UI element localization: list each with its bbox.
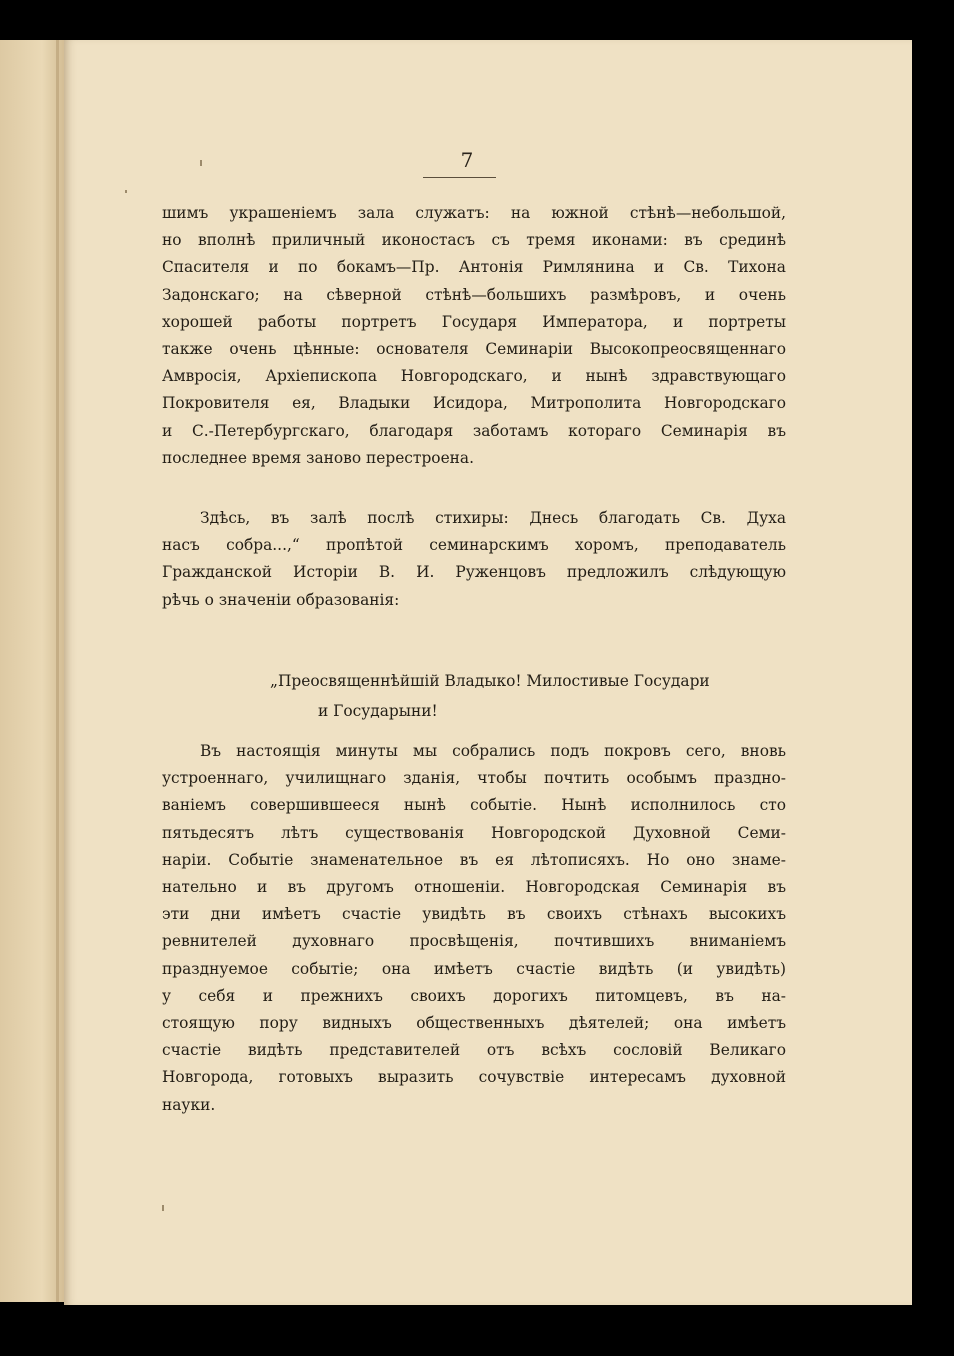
text-line: Новгорода, готовыхъ выразить сочувствіе интересамъ духовной	[162, 1068, 786, 1087]
text-line: ваніемъ совершившееся нынѣ событіе. Нынѣ исполнилось сто	[162, 796, 786, 815]
text-line: также очень цѣнные: основателя Семинаріи Высокопреосвященнаго	[162, 340, 786, 359]
text-line: последнее время заново перестроена.	[162, 448, 474, 467]
left-page-edge	[0, 40, 70, 1302]
text-line: Здѣсь, въ залѣ послѣ стихиры: Днесь благодать Св. Духа	[200, 509, 786, 527]
text-line: хорошей работы портретъ Государя Императора, и портреты	[162, 312, 786, 331]
text-line: наріи. Событіе знаменательное въ ея лѣтописяхъ. Но оно знаме-	[162, 850, 786, 869]
text-line: Задонскаго; на сѣверной стѣнѣ—большихъ размѣровъ, и очень	[162, 285, 786, 304]
text-line: у себя и прежнихъ своихъ дорогихъ питомцевъ, въ на-	[162, 986, 786, 1005]
text-line: и С.-Петербургскаго, благодаря заботамъ котораго Семинарія въ	[162, 421, 786, 440]
text-line: шимъ украшеніемъ зала служатъ: на южной стѣнѣ—небольшой,	[162, 204, 786, 222]
address-line: „Преосвященнѣйшій Владыко! Милостивые Государи	[270, 672, 710, 690]
text-line: но вполнѣ приличный иконостасъ съ тремя иконами: въ срединѣ	[162, 231, 786, 250]
address-line: и Государыни!	[318, 702, 438, 720]
text-line: рѣчь о значеніи образованія:	[162, 590, 400, 609]
page-number: 7	[460, 148, 474, 172]
paper-speck	[162, 1205, 164, 1211]
text-line: Спасителя и по бокамъ—Пр. Антонія Римлянина и Св. Тихона	[162, 258, 786, 277]
text-line: Покровителя ея, Владыки Исидора, Митрополита Новгородскаго	[162, 394, 786, 413]
paper-speck	[125, 190, 127, 193]
text-line: науки.	[162, 1095, 216, 1114]
binding-shadow	[56, 40, 59, 1302]
paper-speck	[200, 160, 202, 166]
scan-background-right	[912, 40, 954, 1305]
text-line: стоящую пору видныхъ общественныхъ дѣятелей; она имѣетъ	[162, 1014, 786, 1033]
text-line: Амвросія, Архіепископа Новгородскаго, и нынѣ здравствующаго	[162, 367, 786, 386]
text-line: ревнителей духовнаго просвѣщенія, почтившихъ вниманіемъ	[162, 932, 786, 951]
text-line: счастіе видѣть представителей отъ всѣхъ сословій Великаго	[162, 1041, 786, 1060]
paragraph-1	[162, 200, 786, 472]
text-line: Въ настоящія минуты мы собрались подъ покровъ сего, вновь	[200, 742, 786, 760]
text-line: насъ собра...,“ пропѣтой семинарскимъ хоромъ, преподаватель	[162, 536, 786, 555]
text-line: Гражданской Исторіи В. И. Руженцовъ предложилъ слѣдующую	[162, 563, 786, 582]
text-line: устроеннаго, училищнаго зданія, чтобы почтить особымъ праздно-	[162, 769, 786, 788]
page-number-rule	[423, 177, 496, 178]
paragraph-3	[162, 738, 786, 1119]
text-line: нательно и въ другомъ отношеніи. Новгородская Семинарія въ	[162, 878, 786, 897]
speech-address	[162, 666, 786, 726]
paragraph-2	[162, 505, 786, 614]
text-line: празднуемое событіе; она имѣетъ счастіе видѣть (и увидѣть)	[162, 959, 786, 978]
text-line: пятьдесятъ лѣтъ существованія Новгородской Духовной Семи-	[162, 823, 786, 842]
text-line: эти дни имѣетъ счастіе увидѣть въ своихъ стѣнахъ высокихъ	[162, 905, 786, 924]
